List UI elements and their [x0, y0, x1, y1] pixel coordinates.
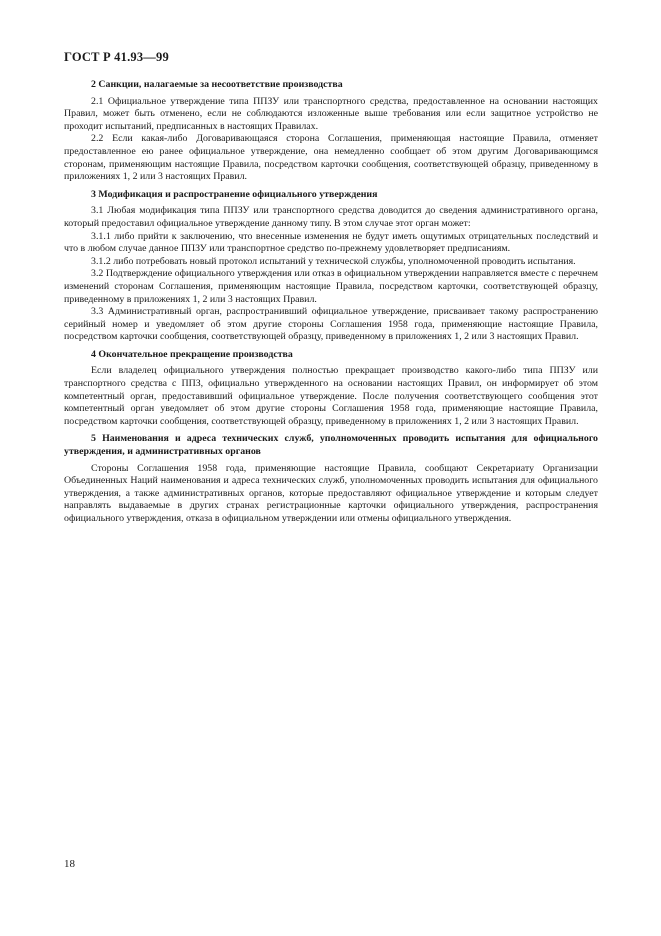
paragraph: 2.2 Если какая-либо Договаривающаяся сторона Соглашения, применяющая настоящие Правила, отменяет предоставленное ею ранее официальное утверждение, она немедленно сообщает об этом другим Договаривающимся сторонам, применяющим настоящие Правила, посредством карточки сообщения, соответствующей образцу, приведенному в приложениях 1, 2 или 3 настоящих Правил. — [64, 133, 598, 183]
section-3 — [64, 189, 598, 344]
paragraph: 3.1.2 либо потребовать новый протокол испытаний у технической службы, уполномоченной проводить испытания. — [91, 255, 576, 267]
paragraph: Если владелец официального утверждения полностью прекращает производство какого-либо типа ППЗУ или транспортного средства с ППЗ, официально утвержденного на основании настоящих Правил, он информирует об этом компетентный орган, предоставивший официальное утверждение. После получения соответствующего сообщения этот компетентный орган уведомляет об этом другие стороны Соглашения 1958 года, применяющие настоящие Правила, посредством карточки сообщения, соответствующей образцу, приведенному в приложениях 1, 2 или 3 настоящих Правил. — [64, 365, 598, 427]
section-heading: 4 Окончательное прекращение производства — [91, 348, 293, 360]
section-heading: 3 Модификация и распространение официального утверждения — [91, 188, 378, 200]
page-number: 18 — [64, 858, 75, 870]
paragraph: 2.1 Официальное утверждение типа ППЗУ или транспортного средства, предоставленное на основании настоящих Правил, может быть отменено, если не соблюдаются изложенные выше требования или если защитное устройство не проходит испытаний, предписанных в настоящих Правилах. — [64, 95, 598, 132]
paragraph: 3.2 Подтверждение официального утверждения или отказ в официальном утверждении направляется вместе с перечнем изменений сторонам Соглашения, применяющим настоящие Правила, посредством карточки, соответствующей образцу, приведенному в приложениях 1, 2 или 3 настоящих Правил. — [64, 268, 598, 305]
paragraph: 3.1.1 либо прийти к заключению, что внесенные изменения не будут иметь ощутимых отрицательных последствий и что в любом случае данное ППЗУ или транспортное средство по-прежнему удовлетворяет предписаниям. — [64, 230, 598, 255]
document-header: ГОСТ Р 41.93—99 — [64, 50, 169, 64]
paragraph: 3.1 Любая модификация типа ППЗУ или транспортного средства доводится до сведения административного органа, который предоставил официальное утверждение данному типу. В этом случае этот орган может: — [64, 205, 598, 229]
section-heading: 2 Санкции, налагаемые за несоответствие производства — [91, 79, 343, 90]
section-5 — [64, 433, 598, 525]
document-body — [64, 79, 598, 531]
section-4 — [64, 349, 598, 429]
paragraph: 3.3 Административный орган, распространивший официальное утверждение, присваивает такому распространению серийный номер и уведомляет об этом другие стороны Соглашения 1958 года, применяющие настоящие Правила, посредством карточки сообщения, соответствующей образцу, приведенному в приложениях 1, 2 или 3 настоящих Правил. — [64, 306, 598, 343]
paragraph: Стороны Соглашения 1958 года, применяющие настоящие Правила, сообщают Секретариату Организации Объединенных Наций наименования и адреса технических служб, уполномоченных проводить испытания для официального утверждения, а также административных органов, которые предоставляют официальное утверждение и которым следует направлять выдаваемые в других странах регистрационные карточки официального утверждения, распространения официального утверждения, отказа в официальном утверждении или отмены официального утверждения. — [64, 462, 598, 524]
section-2 — [64, 79, 598, 184]
section-heading: 5 Наименования и адреса технических служб, уполномоченных проводить испытания для официального утверждения, и административных органов — [64, 433, 598, 458]
